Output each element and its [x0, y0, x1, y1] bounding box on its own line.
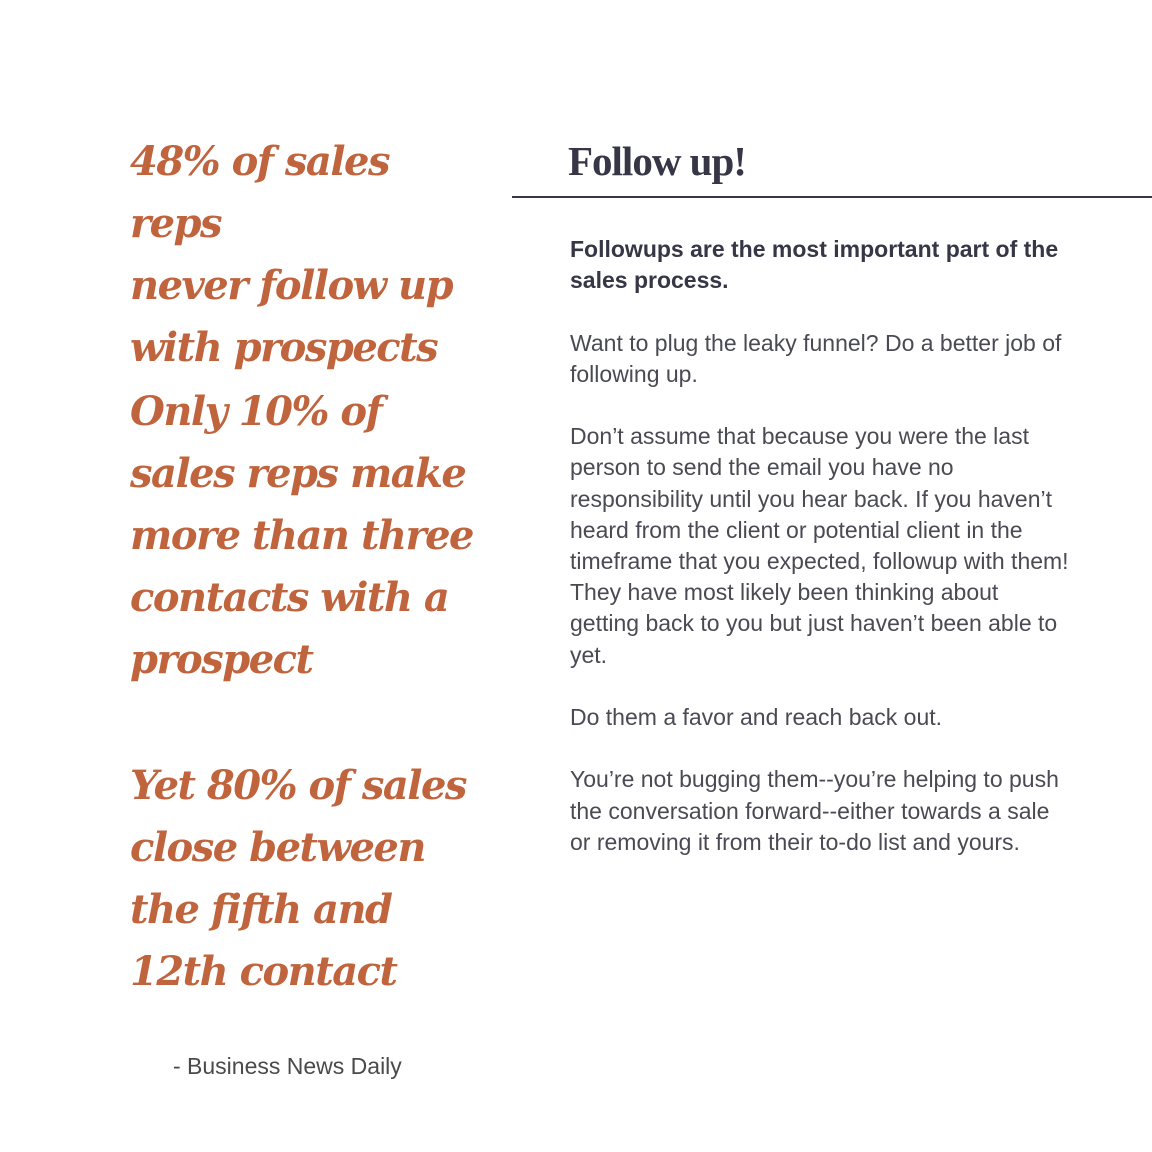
lead-paragraph: Followups are the most important part of the sales process.	[570, 236, 1059, 294]
page-title: Follow up!	[568, 138, 746, 184]
heading-divider	[512, 196, 1152, 198]
paragraph-leaky-funnel: Want to plug the leaky funnel? Do a better job of following up.	[570, 329, 1062, 387]
paragraph-not-bugging: You’re not bugging them--you’re helping to push the conversation forward--either towards a sale or removing it from their to-do list and yours.	[570, 766, 1059, 855]
source-attribution: - Business News Daily	[173, 1053, 402, 1079]
statistic-three-contacts: Only 10% of sales reps make more than three contacts with a prospect	[130, 388, 473, 683]
paragraph-reach-out: Do them a favor and reach back out.	[570, 704, 943, 730]
statistic-never-follow-up: 48% of sales reps never follow up with prospects	[130, 138, 453, 371]
paragraph-dont-assume: Don’t assume that because you were the last person to send the email you have no responsibility until you hear back. If you haven’t heard from the client or potential client in the timeframe that you expected, followup with them! They have most likely been thinking about getting back to you but just haven’t been able to yet.	[570, 423, 1069, 668]
statistic-fifth-to-twelfth-contact: Yet 80% of sales close between the fifth and 12th contact	[130, 762, 466, 995]
body-text	[570, 234, 1070, 889]
